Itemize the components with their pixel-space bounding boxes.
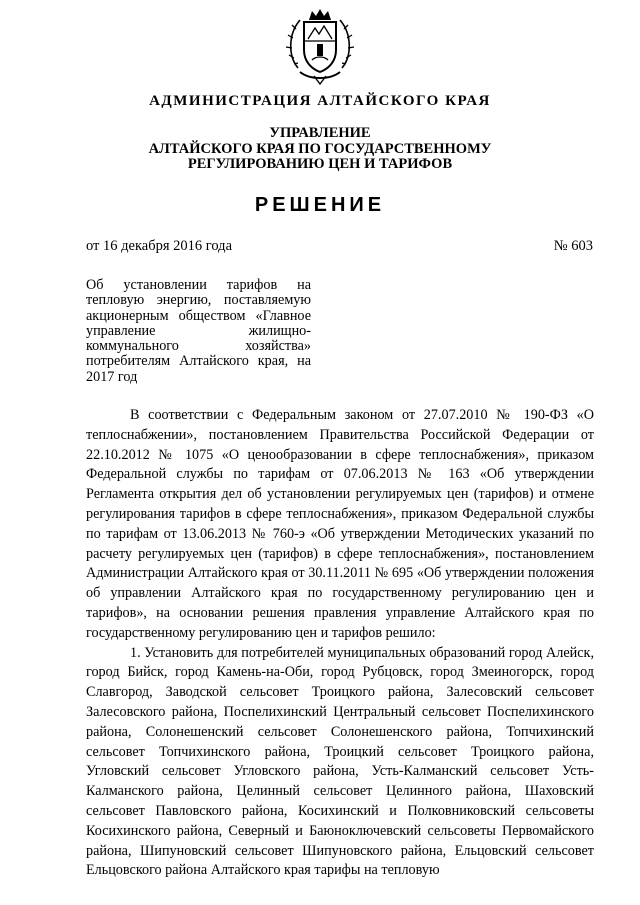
department-line: АЛТАЙСКОГО КРАЯ ПО ГОСУДАРСТВЕННОМУ [148,140,492,157]
department-title [0,126,640,173]
preamble-paragraph: В соответствии с Федеральным законом от 27.07.2010 № 190-ФЗ «О теплоснабжении», постановлением Правительства Российской Федерации от 22.10.2012 № 1075 «О ценообразовании в сфере теплоснабжения», приказом Федеральной службы по тарифам от 07.06.2013 № 163 «Об утверждении Регламента открытия дел об установлении регулируемых цен (тарифов) и отмене регулирования тарифов в сфере теплоснабжения», приказом Федеральной службы по тарифам от 13.06.2013 № 760-э «Об утверждении Методических указаний по расчету регулируемых цен (тарифов) в сфере теплоснабжения», постановлением Администрации Алтайского края от 30.11.2011 № 695 «Об утверждении положения об управлении Алтайского края по государственному регулированию цен и тарифов», на основании решения правления управление Алтайского края по государственному регулированию цен и тарифов решило: [86,407,594,641]
item-1-paragraph: 1. Установить для потребителей муниципальных образований город Алейск, город Бийск, город Камень-на-Оби, город Рубцовск, город Змеиногорск, город Славгород, Заводской сельсовет Троицкого района, Залесовский сельсовет Залесовского района, Поспелихинский Центральный сельсовет Поспелихинского района, Солонешенский сельсовет Солонешенского района, Топчихинский сельсовет Топчихинского района, Троицкий сельсовет Троицкого района, Угловский сельсовет Угловского района, Усть-Калманский сельсовет Усть-Калманского района, Целинный сельсовет Целинного района, Шаховский сельсовет Павловского района, Косихинский и Полковниковский сельсоветы Косихинского района, Северный и Баюноключевский сельсоветы Первомайского района, Шипуновский сельсовет Шипуновского района, Ельцовский сельсовет Ельцовского района Алтайского края тарифы на тепловую [86,644,594,879]
decision-subject: Об установлении тарифов на тепловую энергию, поставляемую акционерным обществом «Главное управление жилищно-коммунального хозяйства» потребителям Алтайского края, на 2017 год [86,277,311,385]
coat-of-arms-emblem [284,6,356,86]
document-type-title: РЕШЕНИЕ [254,194,386,216]
department-line: УПРАВЛЕНИЕ [269,125,371,141]
document-date: от 16 декабря 2016 года [86,238,232,254]
document-number: № 603 [553,238,593,254]
administration-title: АДМИНИСТРАЦИЯ АЛТАЙСКОГО КРАЯ [149,93,491,109]
decision-body [86,406,594,881]
department-line: РЕГУЛИРОВАНИЮ ЦЕН И ТАРИФОВ [187,156,453,172]
